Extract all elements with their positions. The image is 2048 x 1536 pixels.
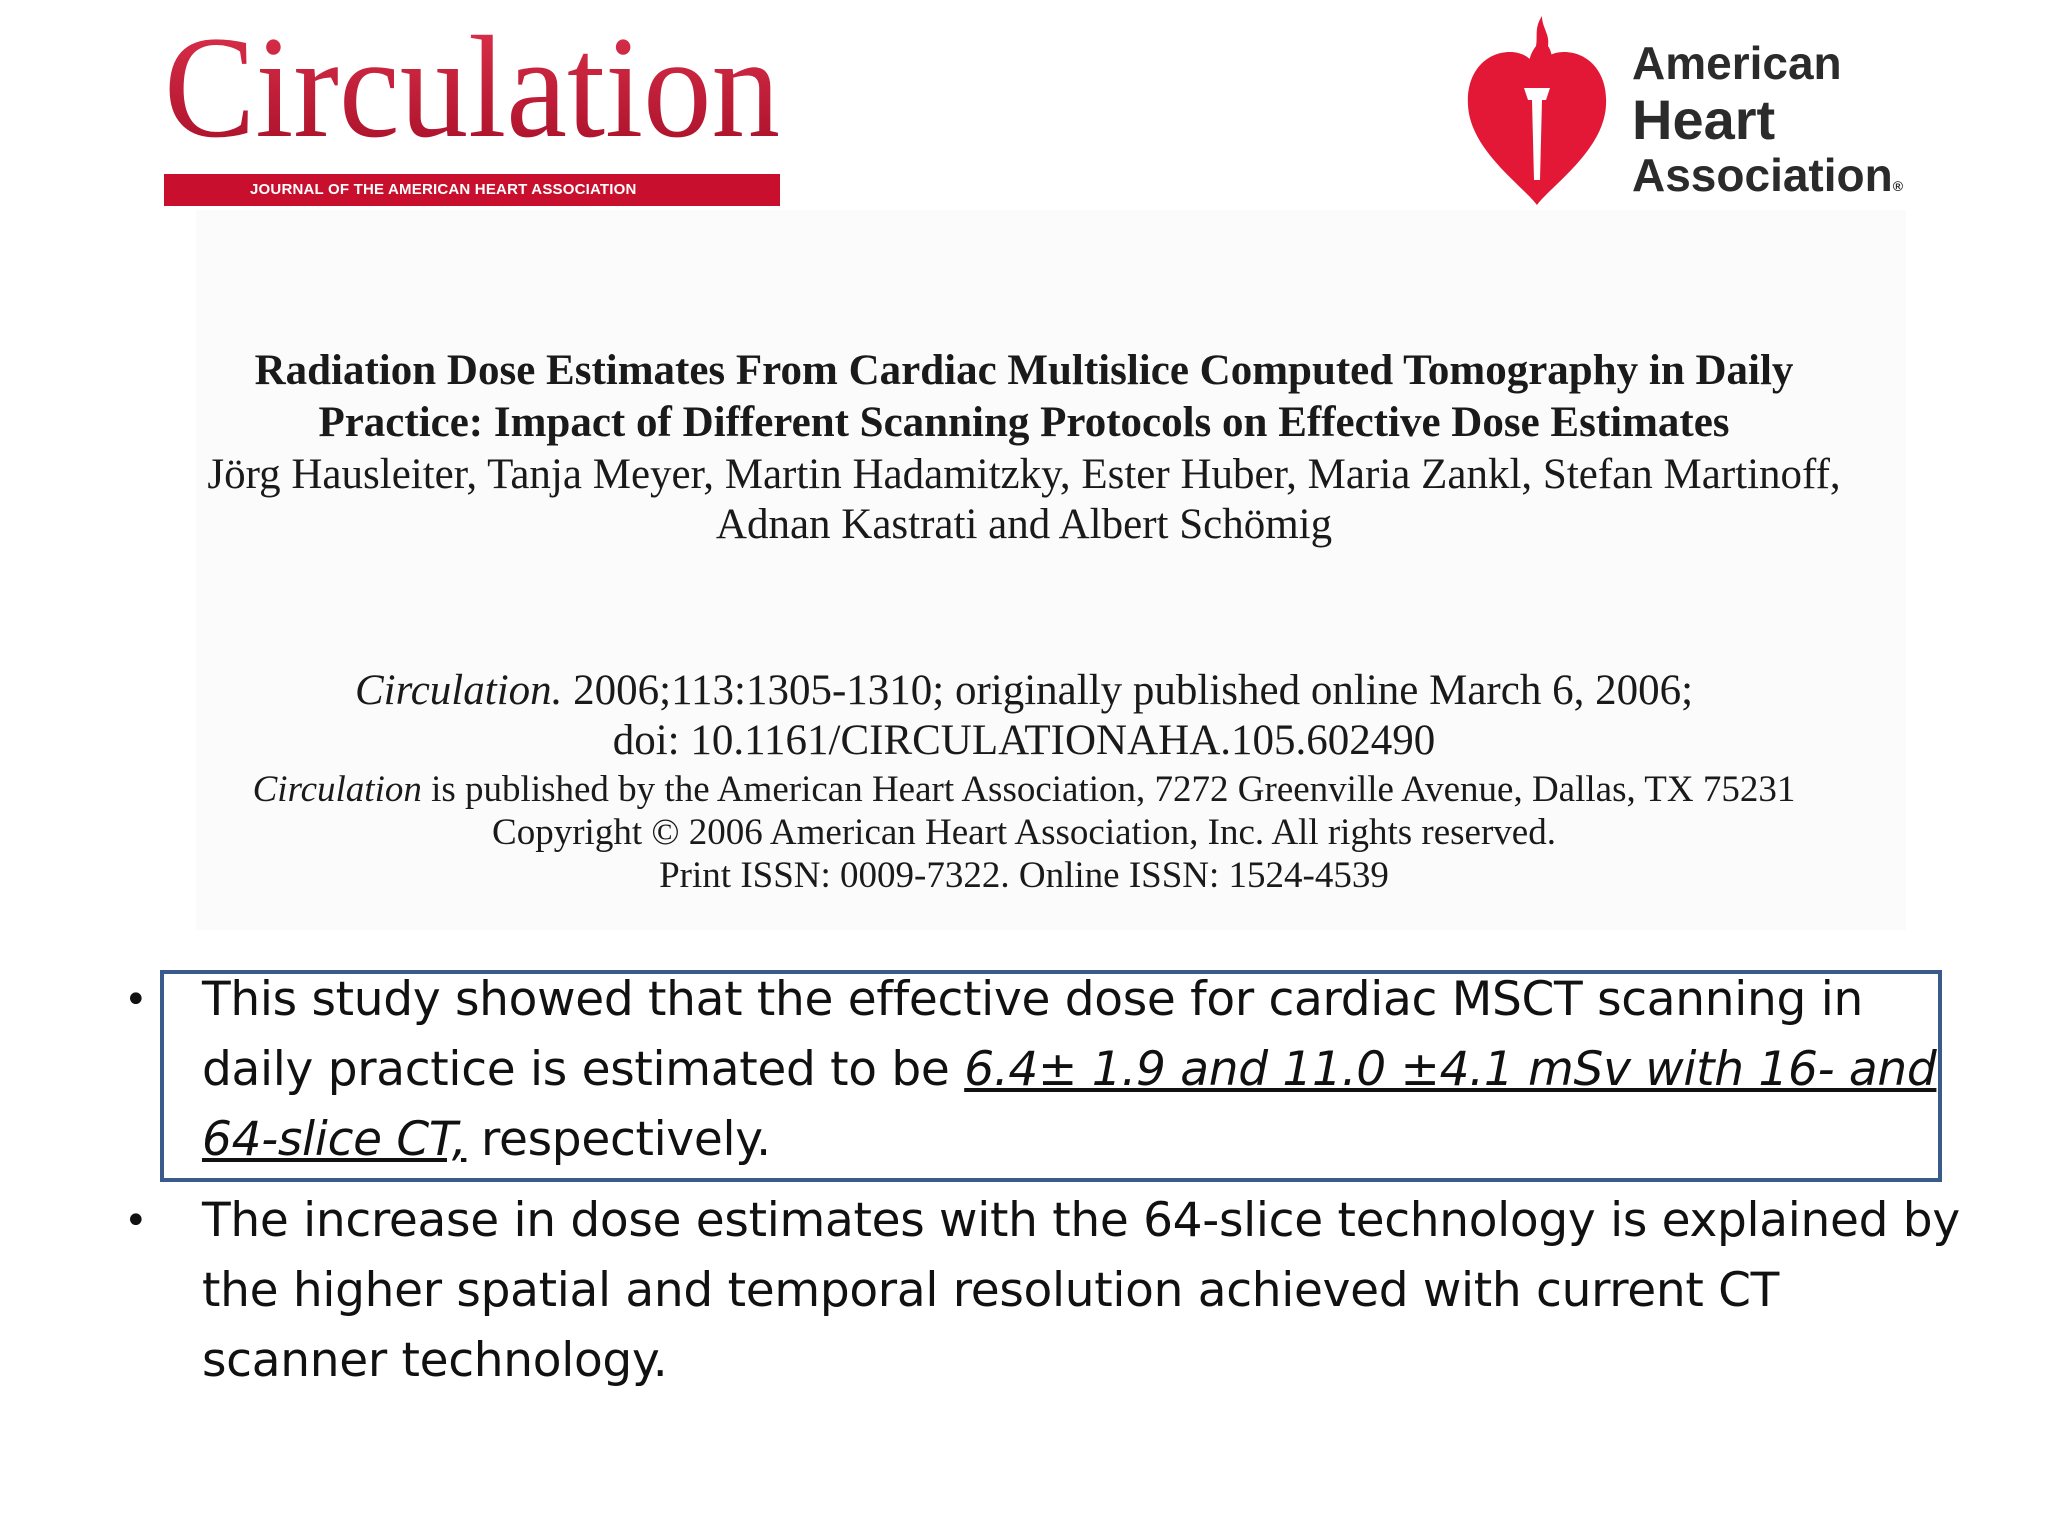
slice-ct-emphasis: 64-slice CT,	[202, 1112, 467, 1167]
article-title-line: Radiation Dose Estimates From Cardiac Multislice Computed Tomography in Daily	[254, 347, 1794, 394]
publisher-journal: Circulation	[252, 769, 422, 810]
bullet-marker: •	[124, 977, 148, 1023]
aha-line-american: American	[1632, 37, 1842, 89]
publisher-details: is published by the American Heart Association, 7272 Greenville Avenue, Dallas, TX 75231	[421, 769, 1796, 810]
citation-journal: Circulation.	[354, 667, 563, 714]
copyright-line: Copyright © 2006 American Heart Association, Inc. All rights reserved.	[492, 812, 1556, 853]
article-title-line: Practice: Impact of Different Scanning Protocols on Effective Dose Estimates	[318, 399, 1730, 446]
bullet-line: the higher spatial and temporal resolution achieved with current CT	[202, 1263, 1780, 1318]
dose-values-emphasis: 6.4± 1.9 and 11.0 ±4.1 mSv with 16- and	[964, 1042, 1937, 1097]
bullet-line	[202, 1035, 1962, 1105]
aha-line-heart: Heart	[1632, 88, 1776, 151]
registered-mark: ®	[1892, 178, 1904, 194]
bullet-line-text: respectively.	[466, 1112, 771, 1167]
doi-line: doi: 10.1161/CIRCULATIONAHA.105.602490	[612, 717, 1436, 764]
aha-line-association-text: Association	[1632, 149, 1893, 201]
bullet-line: scanner technology.	[202, 1333, 668, 1388]
bullet-item-dose-estimate	[202, 965, 1962, 1175]
authors-line: Adnan Kastrati and Albert Schömig	[715, 501, 1333, 548]
bullet-marker: •	[124, 1198, 148, 1244]
bullet-line: This study showed that the effective dose for cardiac MSCT scanning in	[202, 972, 1863, 1027]
issn-line: Print ISSN: 0009-7322. Online ISSN: 1524-4539	[659, 855, 1389, 896]
bullet-line-text: daily practice is estimated to be	[202, 1042, 965, 1097]
journal-tagline: JOURNAL OF THE AMERICAN HEART ASSOCIATION	[164, 174, 780, 206]
circulation-wordmark-text: Circulation	[164, 14, 780, 164]
bullet-line: The increase in dose estimates with the 64-slice technology is explained by	[202, 1193, 1960, 1248]
citation-details: 2006;113:1305-1310; originally published online March 6, 2006;	[562, 667, 1694, 714]
bullet-item-64-slice	[202, 1186, 1962, 1396]
authors-line: Jörg Hausleiter, Tanja Meyer, Martin Hadamitzky, Ester Huber, Maria Zankl, Stefan Martinoff,	[207, 451, 1841, 498]
bullet-line	[202, 1105, 1962, 1175]
